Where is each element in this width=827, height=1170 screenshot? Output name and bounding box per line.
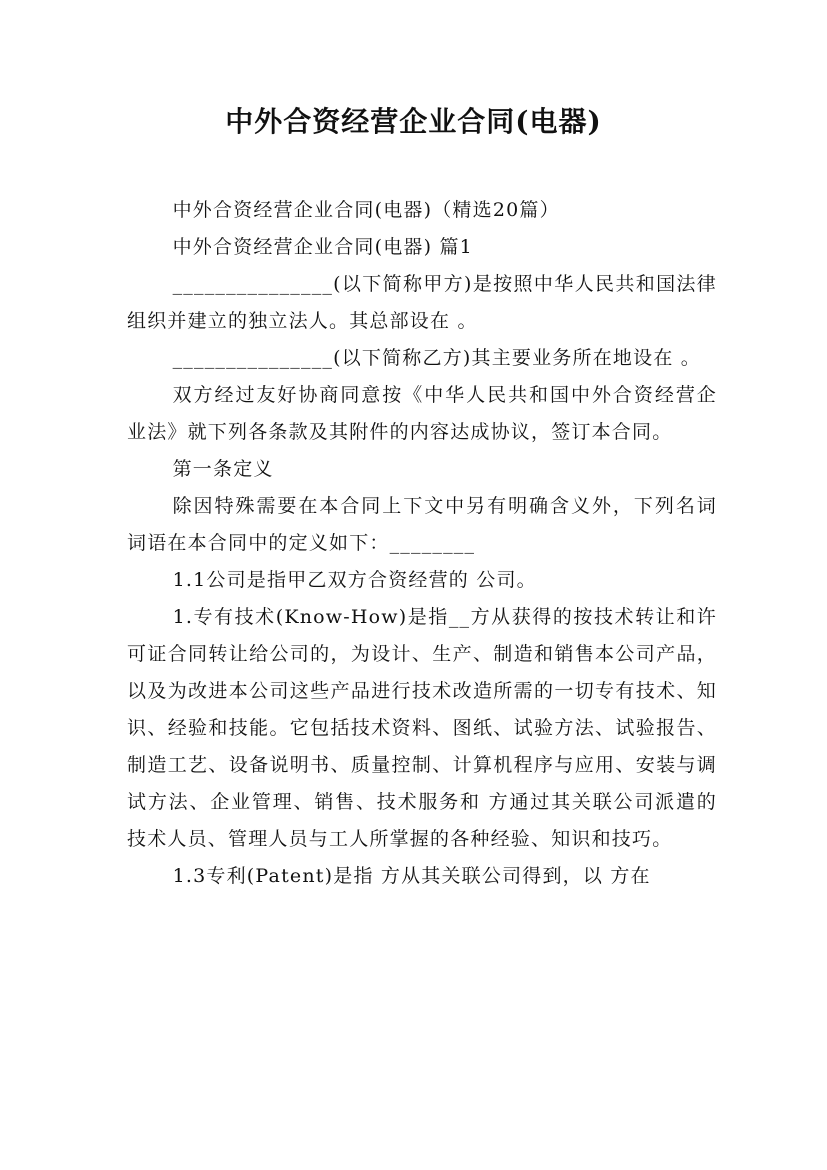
document-title: 中外合资经营企业合同(电器) [225, 105, 602, 138]
document-body [127, 192, 717, 895]
paragraph-party-b: _______________(以下简称乙方)其主要业务所在地设在 。 [172, 347, 701, 369]
paragraph-section-one-heading: 第一条定义 [172, 458, 274, 480]
paragraph-party-a: _______________(以下简称甲方)是按照中华人民共和国法律组织并建立的独立法人。其总部设在 。 [127, 273, 717, 332]
paragraph-article-heading: 中外合资经营企业合同(电器) 篇1 [172, 236, 473, 258]
paragraph-agreement-intro: 双方经过友好协商同意按《中华人民共和国中外合资经营企业法》就下列各条款及其附件的内容达成协议，签订本合同。 [127, 384, 717, 443]
paragraph-company-definition: 1.1公司是指甲乙双方合资经营的 公司。 [172, 569, 537, 591]
paragraph-know-how-definition: 1.专有技术(Know-How)是指__方从获得的按技术转让和许可证合同转让给公司的，为设计、生产、制造和销售本公司产品，以及为改进本公司这些产品进行技术改造所需的一切专有技术、知识、经验和技能。它包括技术资料、图纸、试验方法、试验报告、制造工艺、设备说明书、质量控制、计算机程序与应用、安装与调试方法、企业管理、销售、技术服务和 方通过其关联公司派遣的技术人员、管理人员与工人所掌握的各种经验、知识和技巧。 [127, 606, 717, 850]
paragraph-selection-note: 中外合资经营企业合同(电器)（精选20篇） [172, 199, 560, 221]
paragraph-patent-definition: 1.3专利(Patent)是指 方从其关联公司得到，以 方在 [172, 865, 651, 887]
paragraph-definitions-intro: 除因特殊需要在本合同上下文中另有明确含义外，下列名词词语在本合同中的定义如下：________ [127, 495, 717, 554]
